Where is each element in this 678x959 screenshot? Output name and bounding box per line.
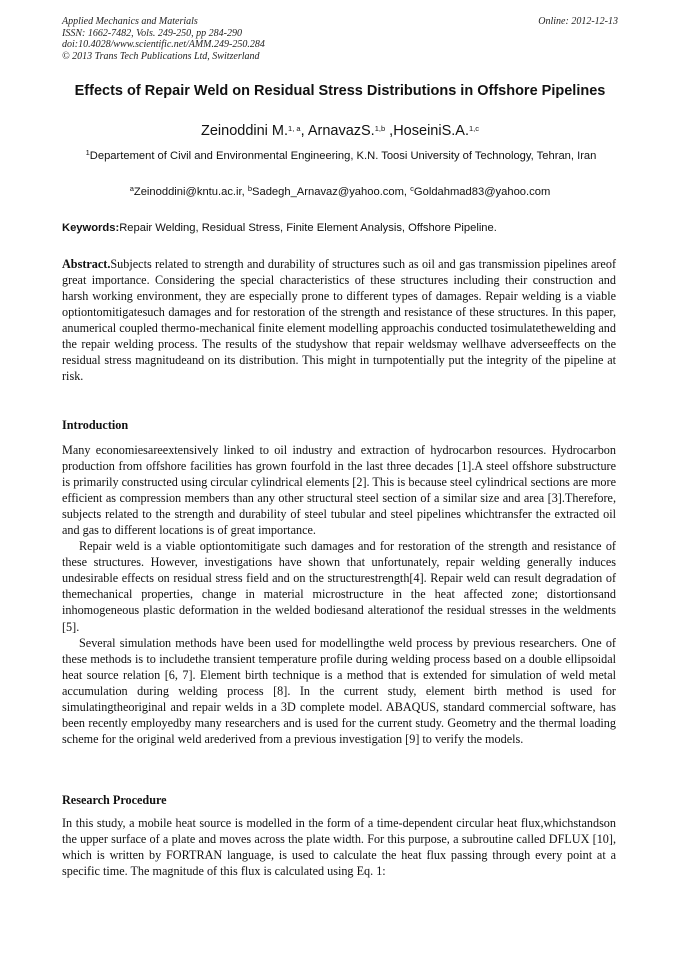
- copyright-line: © 2013 Trans Tech Publications Ltd, Switzerland: [62, 50, 260, 62]
- introduction-body: [62, 442, 616, 747]
- affiliation-sup: 1: [85, 148, 90, 157]
- keywords: [62, 220, 618, 236]
- email-link: Zeinoddini@kntu.ac.ir,: [133, 186, 248, 198]
- journal-header: [62, 16, 618, 62]
- email-sup: c: [410, 184, 414, 193]
- author-sup: 1, a: [288, 124, 301, 133]
- author-name: ,HoseiniS.A.: [385, 123, 469, 139]
- email-sup: b: [247, 184, 253, 193]
- email-link: Sadegh_Arnavaz@yahoo.com,: [252, 186, 411, 198]
- doi-line: doi:10.4028/www.scientific.net/AMM.249-250.284: [62, 39, 265, 50]
- author-sup: 1,c: [468, 124, 479, 133]
- author-name: Zeinoddini M.: [201, 123, 289, 139]
- keywords-label: Keywords:: [62, 222, 120, 234]
- keywords-text: Repair Welding, Residual Stress, Finite Element Analysis, Offshore Pipeline.: [119, 222, 497, 234]
- email-sup: a: [129, 184, 134, 193]
- research-procedure-body: [62, 815, 616, 879]
- paragraph: Repair weld is a viable optiontomitigate such damages and for restoration of the strength and resistance of these structures. However, investigations have shown that unfortunately, repair welding generally induces undesirable effects on residual stress field and on the structurestrength[4]. Repair weld can result degradation of themechanical properties, change in material microstructure in the heat affected zone; distortionsand inhomogeneous plastic deformation in the welded bodiesand alterationof the residual stresses in the weldments [5].: [62, 539, 616, 634]
- email-link: Goldahmad83@yahoo.com: [413, 186, 551, 198]
- paragraph: Several simulation methods have been used for modellingthe weld process by previous researchers. One of these methods is to includethe transient temperature profile during welding process based on a double ellipsoidal heat source relation [6, 7]. Element birth technique is a method that is extended for simulation of weld metal accumulation during welding process [8]. In the current study, element birth method is used for simulatingtheoriginal and repair welds in a 3D complete model. ABAQUS, standard commercial software, has been recently employedby many researchers and is used for the current study. Geometry and the thermal loading scheme for the original weld arederived from a previous investigation [9] to verify the models.: [62, 635, 616, 746]
- author-sup: 1,b: [374, 124, 386, 133]
- paragraph: Many economiesareextensively linked to oil industry and extraction of hydrocarbon resources. Hydrocarbon production from offshore facilities has grown fourfold in the last three decades [1].A steel offshore substructure is primarily constructed using circular cylindrical elements [2]. This is because steel cylindrical sections are more efficient as compression members than any other structural steel section of a similar size and area [3].Therefore, subjects related to the strength and durability of steel tubular and steel pipelines whichtransfer the extracted oil and gas to different locations is of great importance.: [62, 443, 616, 538]
- author-name: , ArnavazS.: [300, 123, 375, 139]
- author-list: [62, 122, 618, 140]
- journal-name: Applied Mechanics and Materials: [62, 16, 198, 27]
- affiliation-text: Departement of Civil and Environmental Engineering, K.N. Toosi University of Technology, Tehran, Iran: [89, 150, 597, 162]
- abstract: [62, 256, 616, 384]
- issn-line: ISSN: 1662-7482, Vols. 249-250, pp 284-290: [62, 27, 242, 39]
- affiliation: [76, 148, 606, 164]
- email-list: [62, 184, 618, 200]
- section-heading-introduction: Introduction: [62, 418, 129, 432]
- section-heading-research-procedure: Research Procedure: [62, 793, 167, 807]
- abstract-text: Subjects related to strength and durability of structures such as oil and gas transmission pipelines areof great importance. Considering the special characteristics of these structures including their construction and harsh working environment, they are especially prone to different types of damages. Repair welding is a viable optiontomitigatesuch damages and for restoration of the strength and resistance of these structures. In this paper, anumerical coupled thermo-mechanical finite element modelling approachis conducted tosimulatethewelding and the repair welding process. The results of the studyshow that repair weldsmay wellhave adverseeffects on the residual stress magnitudeand on its distribution. This might in turnpotentially put the integrity of the pipeline at risk.: [62, 257, 616, 384]
- abstract-label: Abstract.: [62, 257, 111, 271]
- paragraph: In this study, a mobile heat source is modelled in the form of a time-dependent circular heat flux,whichstandson the upper surface of a plate and moves across the plate width. For this purpose, a subroutine called DFLUX [10], which is written by FORTRAN language, is used to calculate the heat flux passing through every point at a specific time. The magnitude of this flux is calculated using Eq. 1:: [62, 816, 616, 879]
- paper-title: Effects of Repair Weld on Residual Stress Distributions in Offshore Pipelines: [74, 83, 606, 99]
- online-date: Online: 2012-12-13: [538, 16, 618, 27]
